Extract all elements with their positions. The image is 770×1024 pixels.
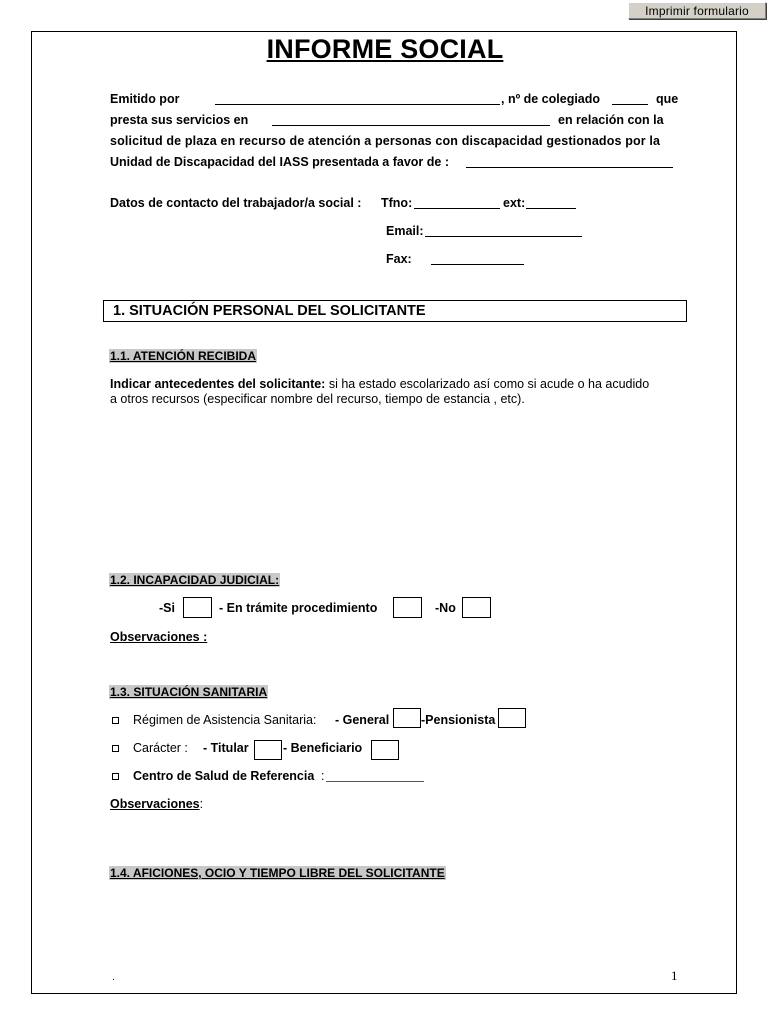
general-label: - General bbox=[335, 713, 390, 727]
tramite-checkbox[interactable] bbox=[393, 597, 422, 618]
titular-checkbox[interactable] bbox=[254, 740, 282, 760]
antecedentes-rest: si ha estado escolarizado así como si acude o ha acudido bbox=[325, 377, 650, 391]
beneficiario-label: - Beneficiario bbox=[283, 741, 363, 755]
section-1-2-heading: 1.2. INCAPACIDAD JUDICIAL: bbox=[110, 573, 280, 587]
page-number: 1 bbox=[671, 968, 678, 983]
page-title: INFORME SOCIAL bbox=[266, 34, 504, 64]
intro-line3: solicitud de plaza en recurso de atención a personas con discapacidad gestionados por la bbox=[110, 134, 661, 148]
general-checkbox[interactable] bbox=[393, 708, 421, 728]
print-form-button[interactable]: Imprimir formulario bbox=[628, 2, 766, 19]
relacion-text: en relación con la bbox=[558, 113, 664, 127]
observaciones-1-2 bbox=[110, 630, 207, 644]
favor-de-field[interactable] bbox=[466, 155, 673, 168]
section-1-heading: 1. SITUACIÓN PERSONAL DEL SOLICITANTE bbox=[103, 300, 687, 322]
caracter-label: Carácter : bbox=[133, 741, 188, 755]
si-label: -Si bbox=[159, 601, 175, 615]
emitido-por-field[interactable] bbox=[215, 92, 500, 105]
centro-colon: : bbox=[321, 769, 325, 783]
email-field[interactable] bbox=[425, 224, 582, 237]
emitido-por-label: Emitido por bbox=[110, 92, 180, 106]
pensionista-checkbox[interactable] bbox=[498, 708, 526, 728]
section-1-4-heading: 1.4. AFICIONES, OCIO Y TIEMPO LIBRE DEL SOLICITANTE bbox=[110, 866, 445, 880]
fax-label: Fax: bbox=[386, 252, 412, 266]
observaciones-label: Observaciones bbox=[110, 797, 200, 811]
si-checkbox[interactable] bbox=[183, 597, 212, 618]
antecedentes-bold: Indicar antecedentes del solicitante: bbox=[110, 377, 326, 391]
section-1-3-heading: 1.3. SITUACIÓN SANITARIA bbox=[110, 685, 268, 699]
footer-dot: . bbox=[112, 972, 115, 983]
tramite-label: - En trámite procedimiento bbox=[219, 601, 378, 615]
observaciones-colon: : bbox=[199, 630, 208, 644]
observaciones-colon: : bbox=[199, 797, 204, 811]
centro-salud-label: Centro de Salud de Referencia bbox=[133, 769, 315, 783]
section-1-1-heading: 1.1. ATENCIÓN RECIBIDA bbox=[110, 349, 257, 363]
colegiado-label: , nº de colegiado bbox=[501, 92, 601, 106]
centro-salud-field[interactable] bbox=[326, 769, 424, 782]
tfno-field[interactable] bbox=[414, 196, 500, 209]
ext-field[interactable] bbox=[526, 196, 576, 209]
que-text: que bbox=[656, 92, 679, 106]
regimen-label: Régimen de Asistencia Sanitaria: bbox=[133, 713, 317, 727]
no-checkbox[interactable] bbox=[462, 597, 491, 618]
ext-label: ext: bbox=[503, 196, 526, 210]
no-label: -No bbox=[435, 601, 456, 615]
beneficiario-checkbox[interactable] bbox=[371, 740, 399, 760]
bullet-icon bbox=[112, 745, 119, 752]
pensionista-label: -Pensionista bbox=[421, 713, 496, 727]
bullet-icon bbox=[112, 717, 119, 724]
observaciones-label: Observaciones bbox=[110, 630, 200, 644]
fax-field[interactable] bbox=[431, 252, 524, 265]
tfno-label: Tfno: bbox=[381, 196, 413, 210]
observaciones-1-3 bbox=[110, 797, 203, 811]
bullet-icon bbox=[112, 773, 119, 780]
intro-line4: Unidad de Discapacidad del IASS presentada a favor de : bbox=[110, 155, 449, 169]
antecedentes-line2: a otros recursos (especificar nombre del recurso, tiempo de estancia , etc). bbox=[110, 392, 525, 406]
titular-label: - Titular bbox=[203, 741, 249, 755]
colegiado-field[interactable] bbox=[612, 92, 648, 105]
document-page bbox=[31, 31, 737, 994]
email-label: Email: bbox=[386, 224, 424, 238]
contacto-label: Datos de contacto del trabajador/a social : bbox=[110, 196, 362, 210]
antecedentes-line1 bbox=[110, 377, 649, 391]
servicios-field[interactable] bbox=[272, 113, 550, 126]
presta-label: presta sus servicios en bbox=[110, 113, 249, 127]
